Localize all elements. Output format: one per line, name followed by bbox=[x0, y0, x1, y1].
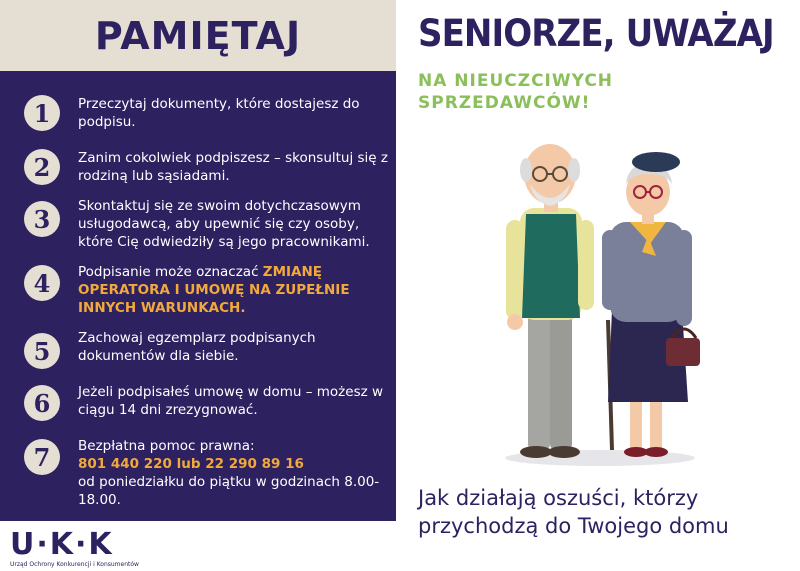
tip-number: 2 bbox=[24, 149, 60, 185]
tip-number: 6 bbox=[24, 385, 60, 421]
tip-number: 1 bbox=[24, 95, 60, 131]
page-title: PAMIĘTAJ bbox=[94, 13, 302, 58]
caption: Jak działają oszuści, którzy przychodzą do Twojego domu bbox=[418, 486, 729, 538]
tip-text bbox=[78, 263, 388, 317]
elderly-couple-illustration bbox=[490, 140, 710, 470]
tip-text-line: Bezpłatna pomoc prawna: bbox=[78, 438, 255, 454]
tip-number: 4 bbox=[24, 265, 60, 301]
phone-number: 801 440 220 lub 22 290 89 16 bbox=[78, 456, 304, 472]
tip-text: Zachowaj egzemplarz podpisanych dokumentów dla siebie. bbox=[78, 330, 316, 364]
tip-number: 3 bbox=[24, 201, 60, 237]
beret bbox=[632, 152, 680, 172]
tip-text-highlight: ZMIANĘ OPERATORA I UMOWĘ NA ZUPEŁNIE INNYCH WARUNKACH. bbox=[78, 264, 350, 316]
tip-text: Zanim cokolwiek podpiszesz – skonsultuj się z rodziną lub sąsiadami. bbox=[78, 150, 388, 184]
logo-area bbox=[0, 521, 396, 571]
main-title: SENIORZE, UWAŻAJ bbox=[418, 12, 774, 55]
logo-subtitle: Urząd Ochrony Konkurencji i Konsumentów bbox=[10, 561, 139, 568]
tip-text: Przeczytaj dokumenty, które dostajesz do podpisu. bbox=[78, 96, 360, 130]
handbag bbox=[666, 338, 700, 366]
tip-number: 5 bbox=[24, 333, 60, 369]
tip-text: Jeżeli podpisałeś umowę w domu – możesz w ciągu 14 dni zrezygnować. bbox=[78, 384, 384, 418]
uokik-logo: U·K·K bbox=[10, 527, 114, 562]
tips-panel bbox=[0, 71, 396, 521]
subtitle: NA NIEUCZCIWYCH SPRZEDAWCÓW! bbox=[418, 71, 614, 113]
left-header bbox=[0, 0, 396, 71]
tip-text-line: od poniedziałku do piątku w godzinach 8.00-18.00. bbox=[78, 474, 380, 508]
man-figure bbox=[506, 144, 594, 458]
tip-text bbox=[78, 437, 388, 509]
tip-text: Skontaktuj się ze swoim dotychczasowym usługodawcą, aby upewnić się czy osoby, które Cię odwiedziły są jego pracownikami. bbox=[78, 198, 370, 250]
tip-number: 7 bbox=[24, 439, 60, 475]
tip-text-plain: Podpisanie może oznaczać bbox=[78, 264, 263, 280]
woman-figure bbox=[602, 152, 700, 457]
